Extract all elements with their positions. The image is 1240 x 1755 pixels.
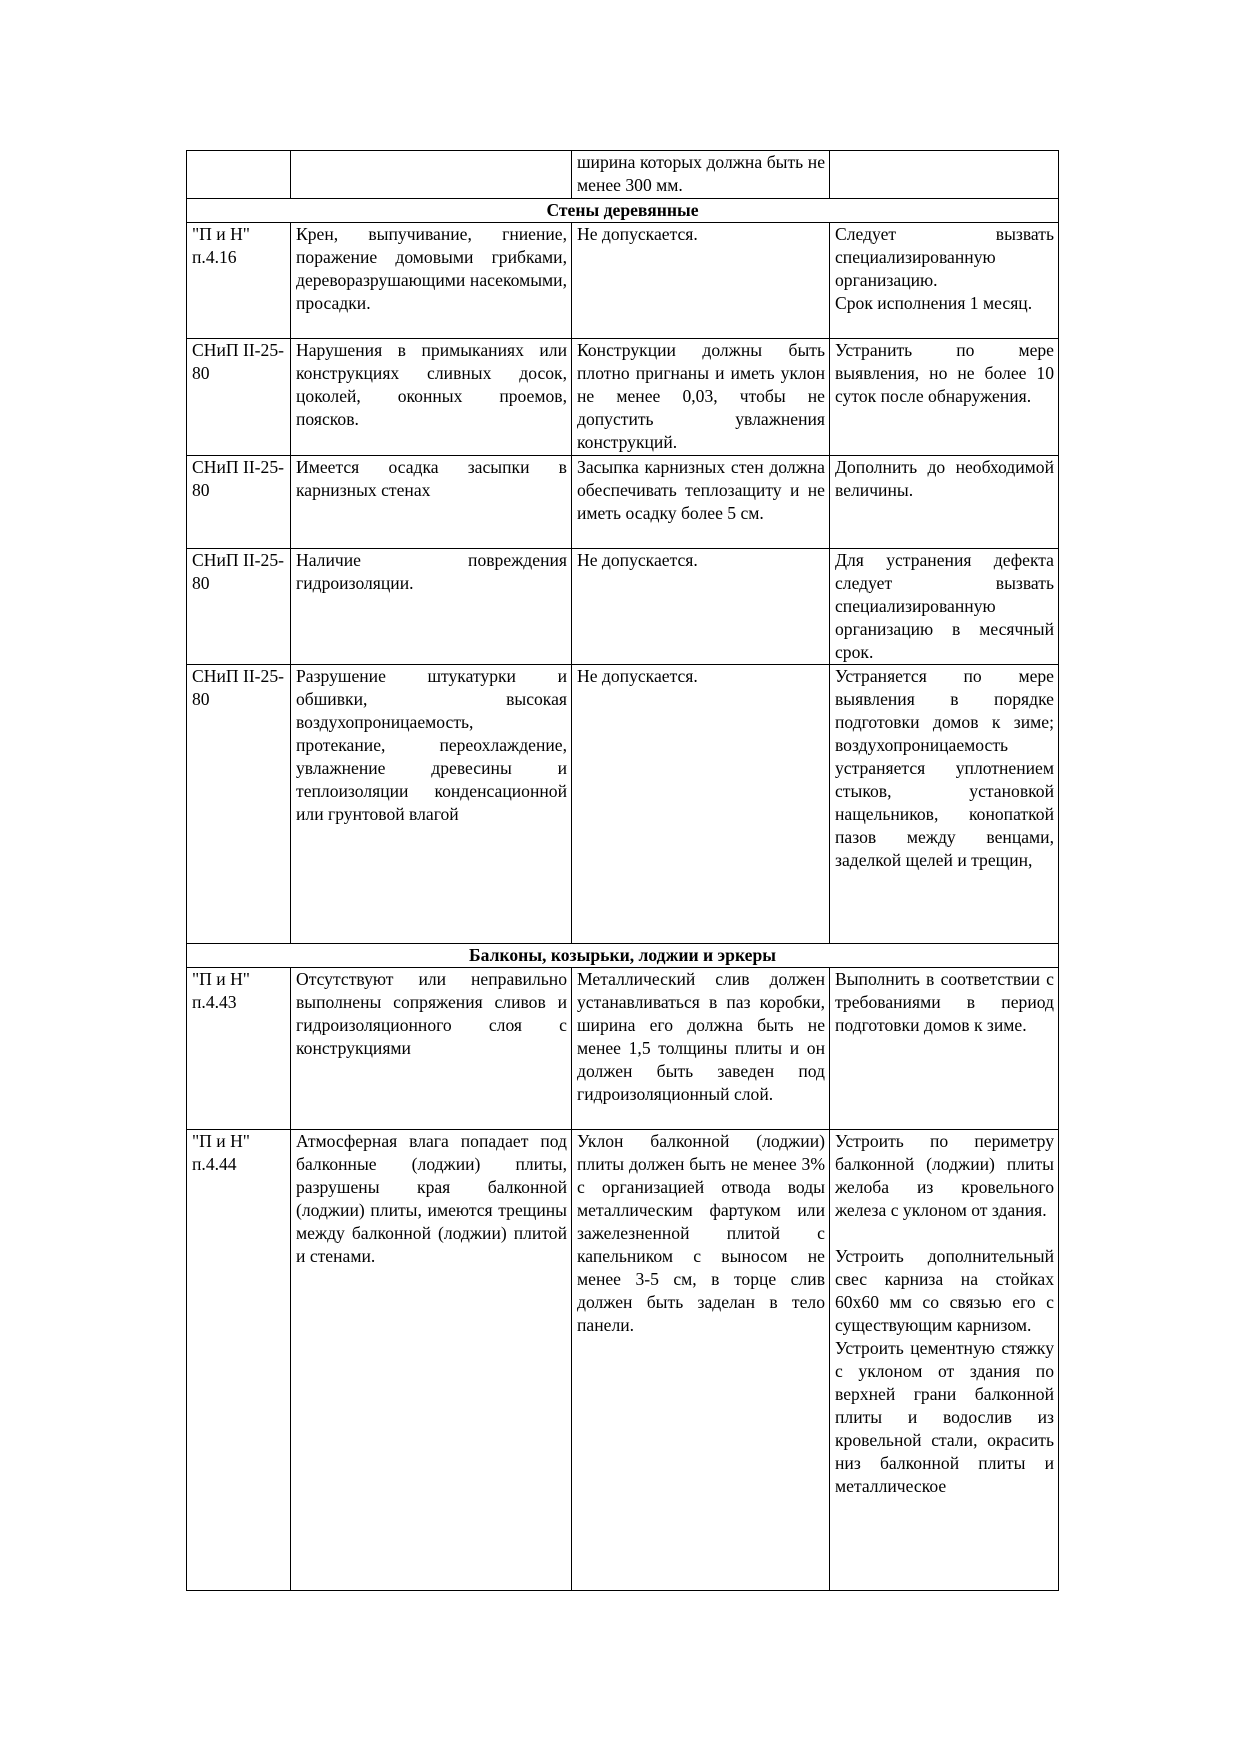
- requirement-cell: Не допускается.: [572, 223, 830, 339]
- norm-reference-cell: СНиП II-25-80: [187, 549, 291, 665]
- table-row: [187, 223, 1059, 339]
- norm-reference-cell: "П и Н" п.4.16: [187, 223, 291, 339]
- table-row: [187, 1130, 1059, 1591]
- section-title: Балконы, козырьки, лоджии и эркеры: [187, 944, 1059, 968]
- norm-reference-cell: СНиП II-25-80: [187, 456, 291, 549]
- defect-description-cell: [291, 151, 572, 199]
- norm-reference-cell: [187, 151, 291, 199]
- requirement-cell: Засыпка карнизных стен должна обеспечивать теплозащиту и не иметь осадку более 5 см.: [572, 456, 830, 549]
- defect-description-cell: Разрушение штукатурки и обшивки, высокая воздухопроницаемость, протекание, переохлаждение, увлажнение древесины и теплоизоляции конденсационной или грунтовой влагой: [291, 665, 572, 944]
- table-row: [187, 151, 1059, 199]
- norm-reference-cell: "П и Н" п.4.43: [187, 968, 291, 1130]
- defect-description-cell: Наличие повреждения гидроизоляции.: [291, 549, 572, 665]
- remedy-cell: Следует вызвать специализированную организацию. Срок исполнения 1 месяц.: [830, 223, 1059, 339]
- remedy-cell: Выполнить в соответствии с требованиями в период подготовки домов к зиме.: [830, 968, 1059, 1130]
- table-row: [187, 968, 1059, 1130]
- defect-description-cell: Нарушения в примыканиях или конструкциях сливных досок, цоколей, оконных проемов, поясков.: [291, 339, 572, 456]
- table-row: [187, 456, 1059, 549]
- table-row: [187, 339, 1059, 456]
- remedy-cell: Устроить по периметру балконной (лоджии) плиты желоба из кровельного железа с уклоном от здания. Устроить дополнительный свес карниза на стойках 60х60 мм со связью его с существующим карнизом. Устроить цементную стяжку с уклоном от здания по верхней грани балконной плиты и водослив из кровельной стали, окрасить низ балконной плиты и металлическое: [830, 1130, 1059, 1591]
- norm-reference-cell: СНиП II-25-80: [187, 339, 291, 456]
- section-title: Стены деревянные: [187, 199, 1059, 223]
- defect-description-cell: Атмосферная влага попадает под балконные (лоджии) плиты, разрушены края балконной (лоджии) плиты, имеются трещины между балконной (лоджии) плитой и стенами.: [291, 1130, 572, 1591]
- requirement-cell: ширина которых должна быть не менее 300 мм.: [572, 151, 830, 199]
- remedy-cell: Устраняется по мере выявления в порядке подготовки домов к зиме; воздухопроницаемость устраняется уплотнением стыков, установкой нащельников, конопаткой пазов между венцами, заделкой щелей и трещин,: [830, 665, 1059, 944]
- section-row: [187, 944, 1059, 968]
- norm-reference-cell: СНиП II-25-80: [187, 665, 291, 944]
- requirement-cell: Не допускается.: [572, 665, 830, 944]
- table-row: [187, 549, 1059, 665]
- requirement-cell: Уклон балконной (лоджии) плиты должен быть не менее 3% с организацией отвода воды металлическим фартуком или зажелезненной плитой с капельником с выносом не менее 3-5 см, в торце слив должен быть заделан в тело панели.: [572, 1130, 830, 1591]
- defect-description-cell: Имеется осадка засыпки в карнизных стенах: [291, 456, 572, 549]
- remedy-cell: [830, 151, 1059, 199]
- remedy-cell: Для устранения дефекта следует вызвать специализированную организацию в месячный срок.: [830, 549, 1059, 665]
- remedy-cell: Дополнить до необходимой величины.: [830, 456, 1059, 549]
- requirement-cell: Конструкции должны быть плотно пригнаны и иметь уклон не менее 0,03, чтобы не допустить увлажнения конструкций.: [572, 339, 830, 456]
- table-row: [187, 665, 1059, 944]
- requirement-cell: Не допускается.: [572, 549, 830, 665]
- defects-table: [186, 150, 1059, 1591]
- requirement-cell: Металлический слив должен устанавливаться в паз коробки, ширина его должна быть не менее 1,5 толщины плиты и он должен быть заведен под гидроизоляционный слой.: [572, 968, 830, 1130]
- remedy-cell: Устранить по мере выявления, но не более 10 суток после обнаружения.: [830, 339, 1059, 456]
- norm-reference-cell: "П и Н" п.4.44: [187, 1130, 291, 1591]
- section-row: [187, 199, 1059, 223]
- defect-description-cell: Крен, выпучивание, гниение, поражение домовыми грибками, дереворазрушающими насекомыми, просадки.: [291, 223, 572, 339]
- defect-description-cell: Отсутствуют или неправильно выполнены сопряжения сливов и гидроизоляционного слоя с конструкциями: [291, 968, 572, 1130]
